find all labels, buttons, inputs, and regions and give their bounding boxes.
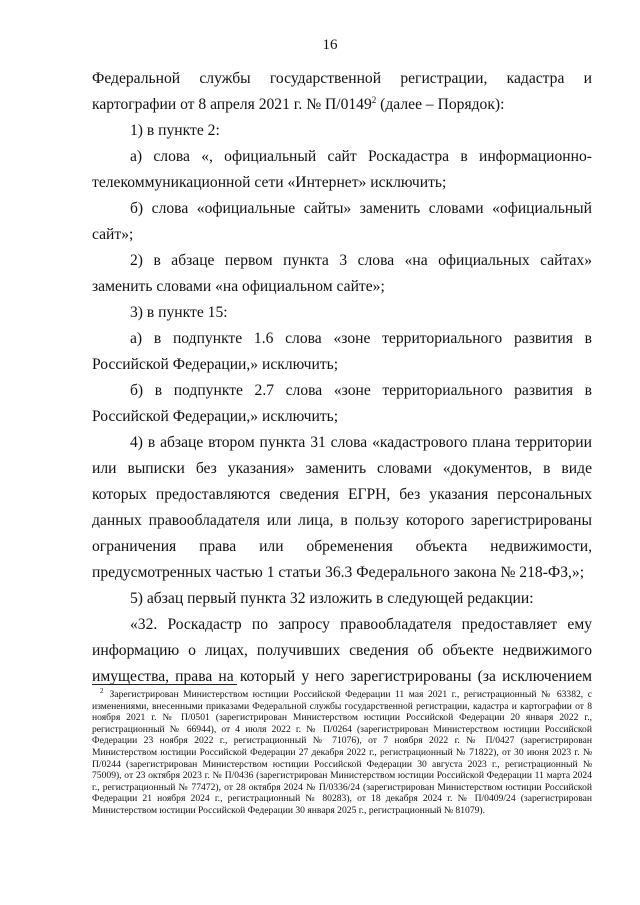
paragraph-quote-32: «32. Роскадастр по запросу правообладателя предоставляет ему информацию о лицах, получивших сведения об объекте недвижимого имущества, права на который у него зарегистрированы (за исключением: [92, 616, 592, 685]
footnote-marker: 2: [100, 686, 104, 695]
paragraph-item-3b: б) в подпункте 2.7 слова «зоне территориального развития в Российской Федерации,» исключить;: [92, 382, 592, 425]
paragraph-item-2: 2) в абзаце первом пункта 3 слова «на официальных сайтах» заменить словами «на официальном сайте»;: [92, 252, 592, 295]
footnote-reference: 2: [371, 94, 377, 105]
paragraph-item-1b: б) слова «официальные сайты» заменить словами «официальный сайт»;: [92, 200, 592, 243]
page-number: 16: [322, 37, 338, 53]
paragraph-intro-text: Федеральной службы государственной регистрации, кадастра и картографии от 8 апреля 2021 г. № П/0149: [92, 70, 592, 113]
footnote: [92, 686, 592, 817]
paragraph-item-3: 3) в пункте 15:: [130, 304, 228, 321]
paragraph-item-5: 5) абзац первый пункта 32 изложить в следующей редакции:: [130, 590, 534, 607]
footnote-separator: [92, 684, 237, 685]
paragraph-item-3a: а) в подпункте 1.6 слова «зоне территориального развития в Российской Федерации,» исключить;: [92, 330, 592, 373]
paragraph-item-4: 4) в абзаце втором пункта 31 слова «кадастрового плана территории или выписки без указания» заменить словами «документов, в виде которых предоставляются сведения ЕГРН, без указания персональных данных правообладателя или лица, в пользу которого зарегистрированы ограничения права или обременения объекта недвижимости, предусмотренных частью 1 статьи 36.3 Федерального закона № 218-ФЗ,»;: [92, 434, 592, 581]
footnote-text: Зарегистрирован Министерством юстиции Российской Федерации 11 мая 2021 г., регистрационный № 63382, с изменениями, внесенными приказами Федеральной службы государственной регистрации, кадастра и картографии от 8 ноября 2021 г. № П/0501 (зарегистрирован Министерством юстиции Российской Федерации 20 января 2022 г., регистрационный № 66944), от 4 июля 2022 г. № П/0264 (зарегистрирован Министерством юстиции Российской Федерации 23 ноября 2022 г., регистрационный № 71076), от 7 ноября 2022 г. № П/0427 (зарегистрирован Министерством юстиции Российской Федерации 27 декабря 2022 г., регистрационный № 71822), от 30 июня 2023 г. № П/0244 (зарегистрирован Министерством юстиции Российской Федерации 30 августа 2023 г., регистрационный № 75009), от 23 октября 2023 г. № П/0436 (зарегистрирован Министерством юстиции Российской Федерации 11 марта 2024 г., регистрационный № 77472), от 28 октября 2024 № П/0336/24 (зарегистрирован Министерством юстиции Российской Федерации 21 ноября 2024 г., регистрационный № 80283), от 18 декабря 2024 г. № П/0409/24 (зарегистрирован Министерством юстиции Российской Федерации 30 января 2025 г., регистрационный № 81079).: [92, 689, 592, 816]
paragraph-item-1: 1) в пункте 2:: [130, 122, 220, 139]
document-body: [92, 66, 592, 690]
paragraph-intro: [92, 66, 592, 118]
paragraph-item-1a: а) слова «, официальный сайт Роскадастра в информационно-телекоммуникационной сети «Интернет» исключить;: [92, 148, 592, 191]
paragraph-intro-tail: (далее – Порядок):: [376, 96, 505, 113]
